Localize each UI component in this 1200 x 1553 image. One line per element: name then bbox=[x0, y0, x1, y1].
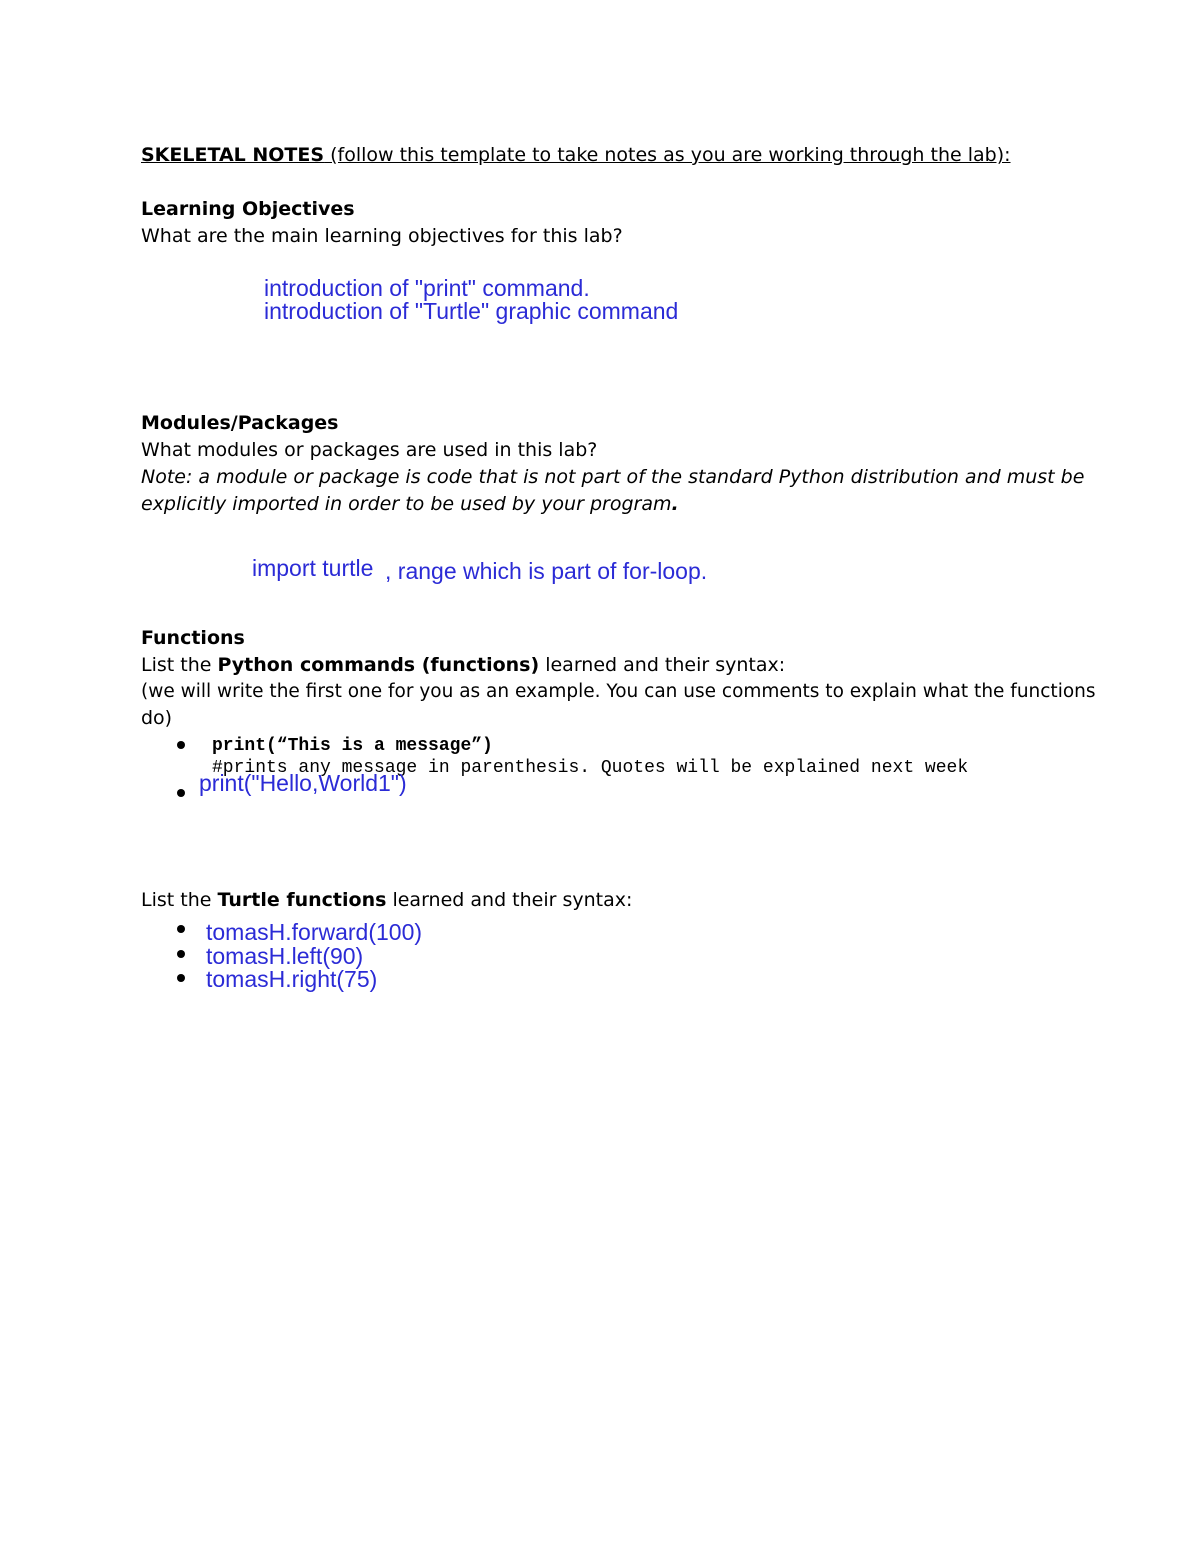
modules-question: What modules or packages are used in this lab? bbox=[141, 439, 598, 461]
turtle-item-3: tomasH.right(75) bbox=[206, 966, 378, 992]
learning-answer-1: introduction of "print" command. bbox=[264, 275, 590, 301]
learning-objectives-heading: Learning Objectives bbox=[141, 198, 355, 220]
bullet-icon bbox=[177, 789, 185, 797]
bullet-icon bbox=[177, 741, 185, 749]
page-title: SKELETAL NOTES bbox=[141, 144, 325, 166]
note-text-2: explicitly imported in order to be used by your program bbox=[141, 493, 672, 515]
functions-list-prefix: List the bbox=[141, 654, 218, 676]
bullet-icon bbox=[177, 950, 185, 958]
turtle-list-label bbox=[141, 888, 632, 912]
turtle-item-1: tomasH.forward(100) bbox=[206, 919, 423, 945]
functions-list-label bbox=[141, 653, 785, 677]
functions-explain-line2: do) bbox=[141, 707, 173, 729]
learning-objectives-question: What are the main learning objectives for this lab? bbox=[141, 225, 623, 247]
bullet-icon bbox=[177, 974, 185, 982]
modules-answer-b: , range which is part of for-loop. bbox=[385, 558, 708, 584]
modules-note-line2 bbox=[141, 492, 679, 516]
note-label: Note: bbox=[141, 466, 193, 488]
functions-answer: print("Hello,World1") bbox=[199, 770, 407, 796]
turtle-list-bold: Turtle functions bbox=[217, 889, 387, 911]
modules-answer-a: import turtle bbox=[252, 555, 374, 581]
modules-note-line1 bbox=[141, 465, 1084, 489]
note-text: a module or package is code that is not part of the standard Python distribution and must be bbox=[192, 466, 1085, 488]
modules-heading: Modules/Packages bbox=[141, 412, 339, 434]
functions-list-bold: Python commands (functions) bbox=[217, 654, 540, 676]
functions-list-suffix: learned and their syntax: bbox=[539, 654, 786, 676]
example-comment: #prints any message in parenthesis. Quotes will be explained next week bbox=[212, 758, 969, 778]
bullet-icon bbox=[177, 925, 185, 933]
turtle-list-prefix: List the bbox=[141, 889, 218, 911]
functions-explain-line1: (we will write the first one for you as an example. You can use comments to explain what the functions bbox=[141, 681, 1096, 702]
page-subtitle: (follow this template to take notes as you are working through the lab): bbox=[324, 144, 1011, 166]
example-code: print(“This is a message”) bbox=[212, 736, 493, 756]
turtle-item-2: tomasH.left(90) bbox=[206, 943, 364, 969]
page-header bbox=[141, 143, 1011, 167]
functions-heading: Functions bbox=[141, 627, 245, 649]
learning-answer-2: introduction of "Turtle" graphic command bbox=[264, 298, 679, 324]
note-end: . bbox=[671, 493, 679, 515]
turtle-list-suffix: learned and their syntax: bbox=[386, 889, 633, 911]
